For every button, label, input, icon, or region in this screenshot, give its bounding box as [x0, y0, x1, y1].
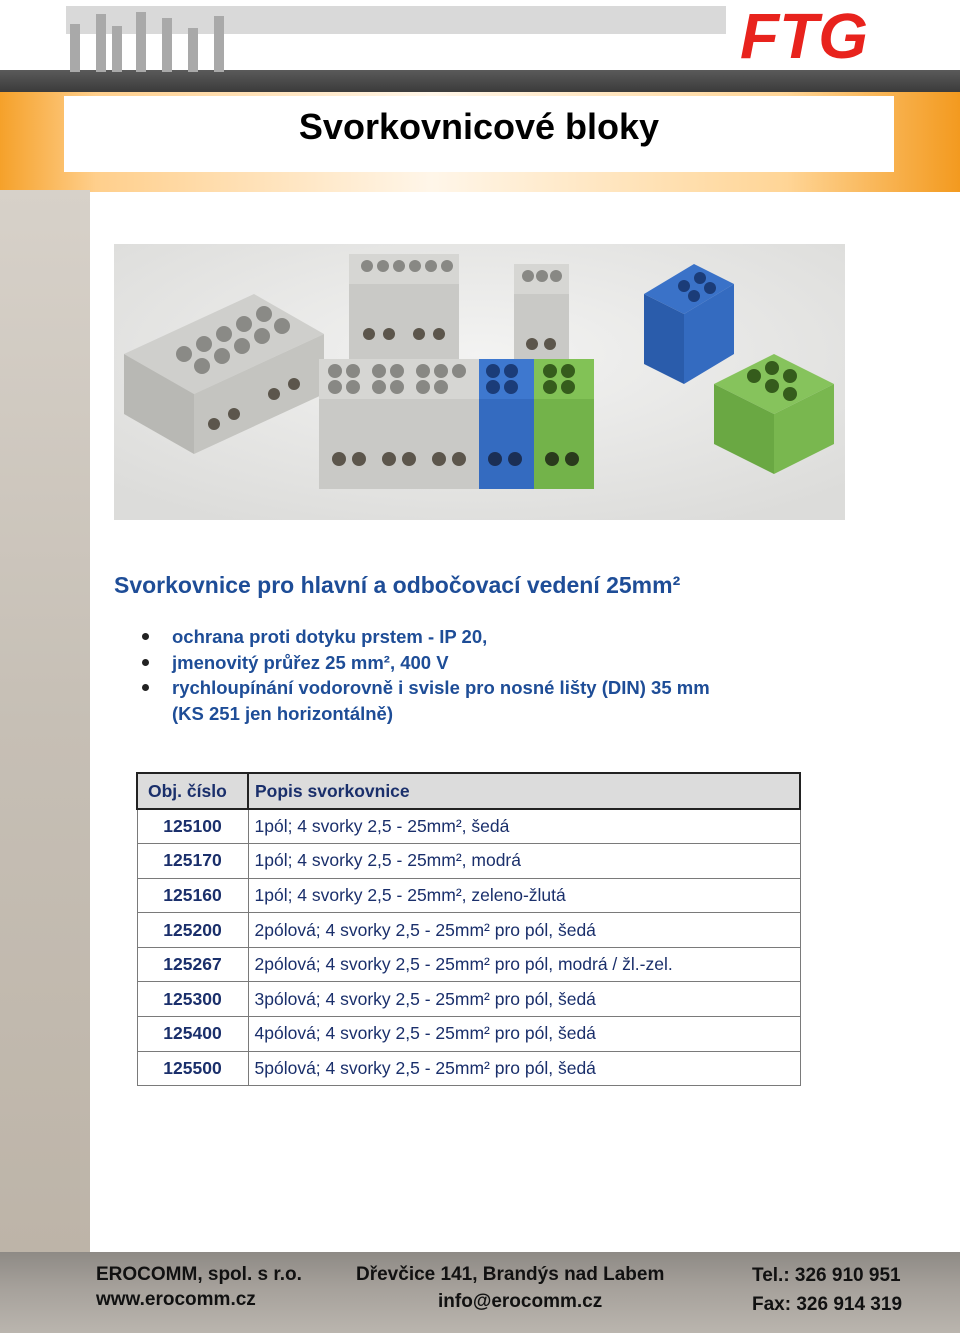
description: 3pólová; 4 svorky 2,5 - 25mm² pro pól, šedá: [248, 982, 800, 1017]
description: 2pólová; 4 svorky 2,5 - 25mm² pro pól, šedá: [248, 913, 800, 948]
product-table: [136, 772, 801, 1086]
description: 2pólová; 4 svorky 2,5 - 25mm² pro pól, modrá / žl.-zel.: [248, 947, 800, 982]
list-item: [140, 675, 820, 726]
feature-list: [140, 624, 820, 726]
footer-address: Dřevčice 141, Brandýs nad Labem: [356, 1264, 665, 1285]
order-number: 125160: [137, 878, 248, 913]
table-row: [137, 878, 800, 913]
footer-fax: Fax: 326 914 319: [752, 1294, 903, 1315]
table-header-row: [137, 773, 800, 809]
order-number: 125200: [137, 913, 248, 948]
description: 1pól; 4 svorky 2,5 - 25mm², šedá: [248, 809, 800, 844]
svg-text:FTG: FTG: [740, 6, 868, 68]
product-photo: [114, 244, 845, 520]
table-row: [137, 947, 800, 982]
footer: [0, 1252, 960, 1333]
description: 1pól; 4 svorky 2,5 - 25mm², zeleno-žlutá: [248, 878, 800, 913]
header-description: Popis svorkovnice: [248, 773, 800, 809]
bullet-text: rychloupínání vodorovně i svisle pro nosné lišty (DIN) 35 mm: [172, 677, 710, 698]
bullet-icon: [142, 633, 149, 640]
list-item: [140, 624, 820, 650]
description: 5pólová; 4 svorky 2,5 - 25mm² pro pól, šedá: [248, 1051, 800, 1086]
decorative-building-graphic: [66, 6, 726, 76]
order-number: 125300: [137, 982, 248, 1017]
footer-website[interactable]: www.erocomm.cz: [96, 1289, 256, 1310]
ftg-logo: [724, 6, 884, 68]
bullet-text: ochrana proti dotyku prstem - IP 20,: [172, 626, 488, 647]
order-number: 125170: [137, 844, 248, 879]
bullet-text-continuation: (KS 251 jen horizontálně): [172, 702, 394, 724]
left-decorative-stripe: [0, 190, 90, 1258]
bullet-icon: [142, 659, 149, 666]
section-heading: Svorkovnice pro hlavní a odbočovací vedení 25mm²: [114, 572, 681, 598]
header-order-number: Obj. číslo: [137, 773, 248, 809]
bullet-text: jmenovitý průřez 25 mm², 400 V: [172, 651, 449, 673]
table-row: [137, 982, 800, 1017]
footer-company: EROCOMM, spol. s r.o.: [96, 1264, 302, 1285]
table-row: [137, 1051, 800, 1086]
footer-phone: Tel.: 326 910 951: [752, 1265, 901, 1286]
footer-email[interactable]: info@erocomm.cz: [438, 1291, 603, 1312]
terminal-blocks-illustration: [114, 244, 845, 520]
bullet-icon: [142, 684, 149, 691]
description: 1pól; 4 svorky 2,5 - 25mm², modrá: [248, 844, 800, 879]
order-number: 125500: [137, 1051, 248, 1086]
table-row: [137, 809, 800, 844]
table-row: [137, 1017, 800, 1052]
order-number: 125400: [137, 1017, 248, 1052]
table-row: [137, 913, 800, 948]
list-item: [140, 650, 820, 676]
order-number: 125100: [137, 809, 248, 844]
description: 4pólová; 4 svorky 2,5 - 25mm² pro pól, šedá: [248, 1017, 800, 1052]
page-title: Svorkovnicové bloky: [298, 106, 660, 147]
table-row: [137, 844, 800, 879]
order-number: 125267: [137, 947, 248, 982]
